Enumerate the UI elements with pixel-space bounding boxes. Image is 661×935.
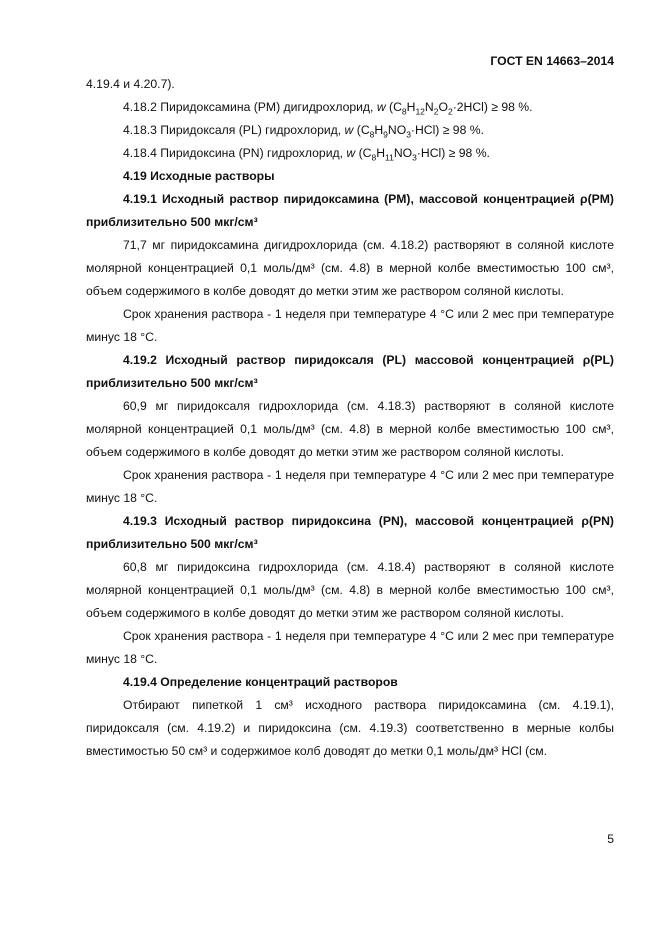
document-page [86, 0, 614, 935]
subsection-heading-4-19-4: 4.19.4 Определение концентраций растворов [123, 675, 398, 689]
page-number: 5 [607, 832, 614, 846]
subsection-heading-4-19-3: 4.19.3 Исходный раствор пиридоксина (PN), массовой концентрацией ρ(PN) приблизительно 500 мкг/см³ [86, 514, 614, 551]
storage-note-4-19-1: Срок хранения раствора - 1 неделя при температуре 4 °С или 2 мес при температуре минус 18 °С. [86, 307, 614, 344]
paragraph-4-19-4: Отбирают пипеткой 1 см³ исходного раствора пиридоксамина (см. 4.19.1), пиридоксаля (см. 4.19.2) и пиридоксина (см. 4.19.3) соответственно в мерные колбы вместимостью 50 см³ и содержимое колб доводят до метки 0,1 моль/дм³ HCl (см. [86, 698, 614, 758]
reagent-item-pm: 4.18.2 Пиридоксамина (PM) дигидрохлорид, w $(C_8H_{12}N_2O_2\cdot 2HCl) \ge 98$ %. [123, 100, 533, 117]
document-body [86, 73, 614, 763]
paragraph-4-19-3: 60,8 мг пиридоксина гидрохлорида (см. 4.18.4) растворяют в соляной кислоте молярной концентрацией 0,1 моль/дм³ (см. 4.8) в мерной колбе вместимостью 100 см³, объем содержимого в колбе доводят до метки этим же раствором соляной кислоты. [86, 560, 614, 620]
paragraph-4-19-1: 71,7 мг пиридоксамина дигидрохлорида (см. 4.18.2) растворяют в соляной кислоте молярной концентрацией 0,1 моль/дм³ (см. 4.8) в мерной колбе вместимостью 100 см³, объем содержимого в колбе доводят до метки этим же раствором соляной кислоты. [86, 238, 614, 298]
reagent-item-pl: 4.18.3 Пиридоксаля (PL) гидрохлорид, w $(C_8H_9NO_3\cdot HCl) \ge 98$ %. [123, 123, 484, 140]
subsection-heading-4-19-1: 4.19.1 Исходный раствор пиридоксамина (PM), массовой концентрацией ρ(PM) приблизительно 500 мкг/см³ [86, 192, 614, 229]
continuation-line: 4.19.4 и 4.20.7). [86, 77, 175, 91]
paragraph-4-19-2: 60,9 мг пиридоксаля гидрохлорида (см. 4.18.3) растворяют в соляной кислоте молярной концентрацией 0,1 моль/дм³ (см. 4.8) в мерной колбе вместимостью 100 см³, объем содержимого в колбе доводят до метки этим же раствором соляной кислоты. [86, 399, 614, 459]
storage-note-4-19-3: Срок хранения раствора - 1 неделя при температуре 4 °С или 2 мес при температуре минус 18 °С. [86, 629, 614, 666]
reagent-item-pn: 4.18.4 Пиридоксина (PN) гидрохлорид, w $(C_8H_{11}NO_3\cdot HCl) \ge 98$ %. [123, 146, 490, 163]
storage-note-4-19-2: Срок хранения раствора - 1 неделя при температуре 4 °С или 2 мес при температуре минус 18 °С. [86, 468, 614, 505]
subsection-heading-4-19-2: 4.19.2 Исходный раствор пиридоксаля (PL) массовой концентрацией ρ(PL) приблизительно 500 мкг/см³ [86, 353, 614, 390]
standard-code-header: ГОСТ EN 14663–2014 [490, 54, 614, 68]
section-heading-4-19: 4.19 Исходные растворы [123, 169, 275, 183]
